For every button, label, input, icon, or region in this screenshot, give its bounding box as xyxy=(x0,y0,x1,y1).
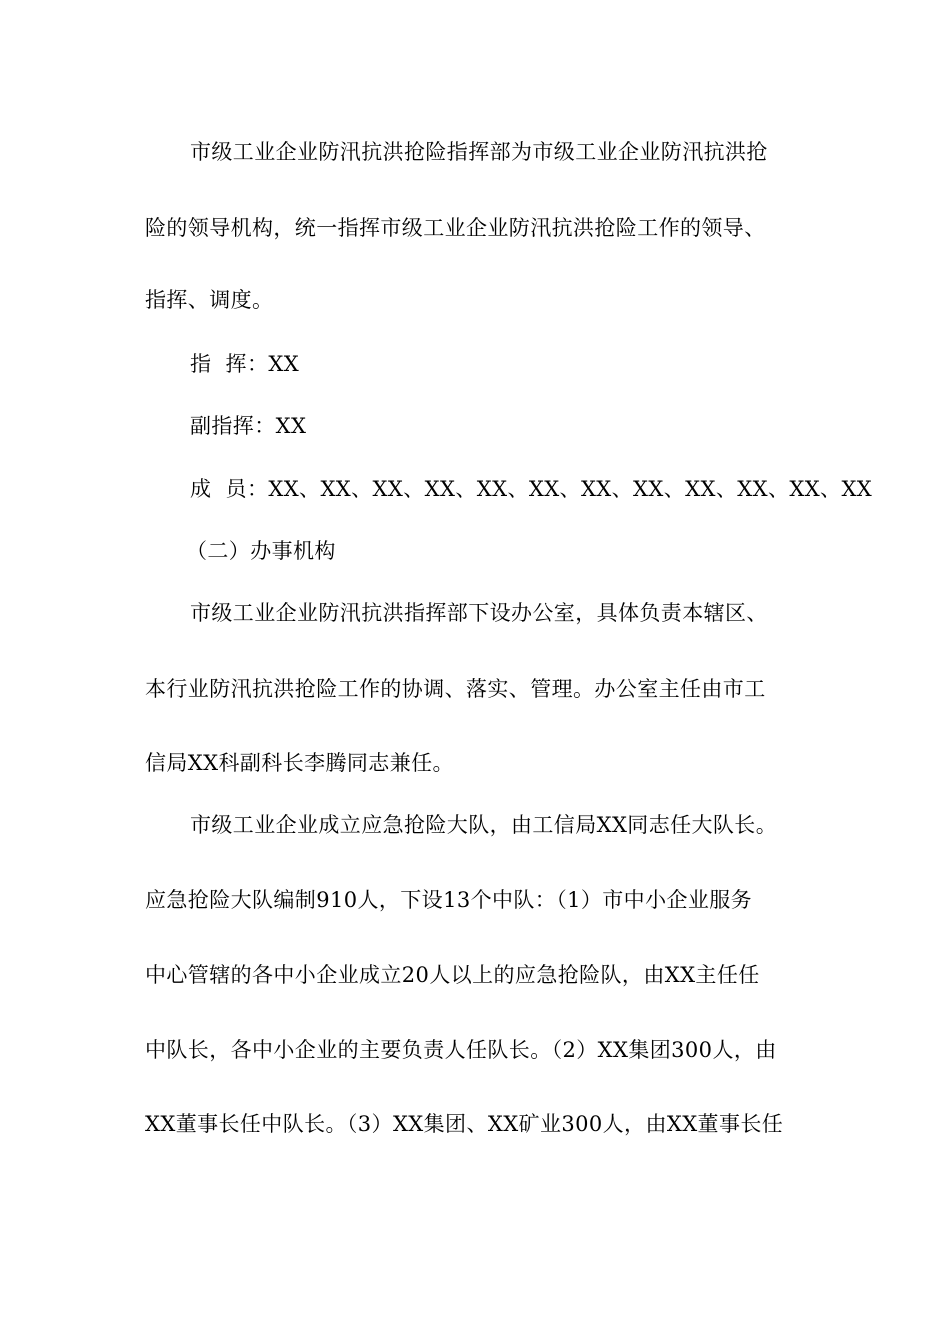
paragraph-3-line-5: XX董事长任中队长。（3）XX集团、XX矿业300人，由XX董事长任 xyxy=(145,1112,784,1136)
members-line: 成 员：XX、XX、XX、XX、XX、XX、XX、XX、XX、XX、XX、XX xyxy=(190,477,873,501)
paragraph-1-line-1: 市级工业企业防汛抗洪抢险指挥部为市级工业企业防汛抗洪抢 xyxy=(190,140,768,164)
paragraph-2-line-3: 信局XX科副科长李腾同志兼任。 xyxy=(145,751,454,775)
section-heading-office: （二）办事机构 xyxy=(186,539,336,563)
deputy-commander-line: 副指挥：XX xyxy=(190,414,307,438)
paragraph-3-line-1: 市级工业企业成立应急抢险大队，由工信局XX同志任大队长。 xyxy=(190,813,778,837)
paragraph-3-line-2: 应急抢险大队编制910人，下设13个中队：（1）市中小企业服务 xyxy=(145,888,753,912)
paragraph-1-line-2: 险的领导机构，统一指挥市级工业企业防汛抗洪抢险工作的领导、 xyxy=(145,216,766,240)
paragraph-3-line-4: 中队长，各中小企业的主要负责人任队长。（2）XX集团300人，由 xyxy=(145,1038,777,1062)
paragraph-2-line-2: 本行业防汛抗洪抢险工作的协调、落实、管理。办公室主任由市工 xyxy=(145,677,766,701)
commander-line: 指 挥：XX xyxy=(190,352,300,376)
paragraph-2-line-1: 市级工业企业防汛抗洪指挥部下设办公室，具体负责本辖区、 xyxy=(190,601,768,625)
paragraph-1-line-3: 指挥、调度。 xyxy=(145,288,274,312)
paragraph-3-line-3: 中心管辖的各中小企业成立20人以上的应急抢险队，由XX主任任 xyxy=(145,963,760,987)
